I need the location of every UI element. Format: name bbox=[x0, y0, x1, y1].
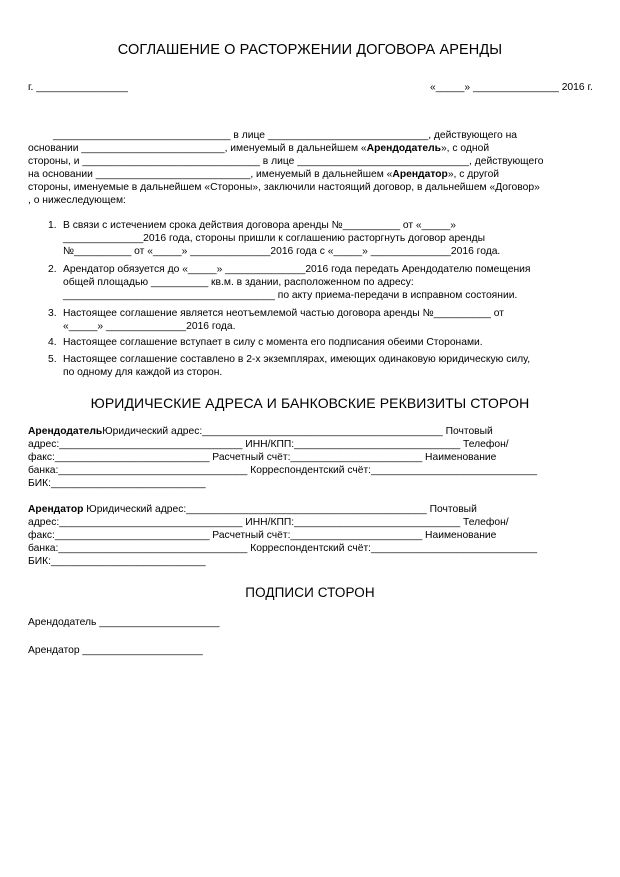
place-field: г. ________________ bbox=[28, 82, 128, 93]
item-line: _____________________________________ по акту приема-передачи в исправном состоянии. bbox=[63, 290, 518, 301]
tenant-line: Арендатор Юридический адрес:__________________________________________ Почтовый bbox=[28, 504, 477, 515]
requisites-title: ЮРИДИЧЕСКИЕ АДРЕСА И БАНКОВСКИЕ РЕКВИЗИТЫ СТОРОН bbox=[90, 395, 530, 411]
tenant-line: факс:___________________________ Расчетный счёт:_______________________ Наименование bbox=[28, 530, 497, 541]
intro-line: , о нижеследующем: bbox=[28, 195, 126, 206]
landlord-line: БИК:___________________________ bbox=[28, 478, 206, 489]
item-line: «_____» ______________2016 года. bbox=[63, 321, 236, 332]
item-line: Арендатор обязуется до «_____» ______________2016 года передать Арендодателю помещения bbox=[63, 264, 531, 275]
landlord-line: банка:_________________________________ Корреспондентский счёт:_____________________________ bbox=[28, 465, 538, 476]
date-field: «_____» _______________ 2016 г. bbox=[430, 82, 593, 93]
tenant-name: Арендатор bbox=[28, 504, 84, 515]
landlord-line: адрес:________________________________ ИНН/КПП:_____________________________ Телефон/ bbox=[28, 439, 509, 450]
item-number: 5. bbox=[48, 354, 57, 365]
intro-line: стороны, именуемые в дальнейшем «Стороны», заключили настоящий договор, в дальнейшем «Договор» bbox=[28, 182, 540, 193]
intro-line: на основании ___________________________, именуемый в дальнейшем «Арендатор», с другой bbox=[28, 169, 500, 180]
tenant-line: БИК:___________________________ bbox=[28, 556, 206, 567]
item-line: ______________2016 года, стороны пришли к соглашению расторгнуть договор аренды bbox=[63, 233, 485, 244]
document-title: СОГЛАШЕНИЕ О РАСТОРЖЕНИИ ДОГОВОРА АРЕНДЫ bbox=[117, 42, 503, 58]
item-line: Настоящее соглашение вступает в силу с момента его подписания обеими Сторонами. bbox=[63, 337, 483, 348]
item-line: Настоящее соглашение составлено в 2-х экземплярах, имеющих одинаковую юридическую силу, bbox=[63, 354, 531, 365]
intro-line: _______________________________ в лице ____________________________, действующего на bbox=[53, 130, 517, 141]
item-number: 2. bbox=[48, 264, 57, 275]
item-number: 4. bbox=[48, 337, 57, 348]
signatures-title: ПОДПИСИ СТОРОН bbox=[245, 585, 375, 600]
tenant-signature: Арендатор _____________________ bbox=[28, 645, 203, 656]
landlord-signature: Арендодатель _____________________ bbox=[28, 617, 220, 628]
item-line: общей площадью __________ кв.м. в здании, расположенном по адресу: bbox=[63, 277, 414, 288]
item-line: В связи с истечением срока действия договора аренды №__________ от «_____» bbox=[63, 220, 457, 231]
item-number: 3. bbox=[48, 308, 57, 319]
item-number: 1. bbox=[48, 220, 57, 231]
tenant-line: адрес:________________________________ ИНН/КПП:_____________________________ Телефон/ bbox=[28, 517, 509, 528]
tenant-line: банка:_________________________________ Корреспондентский счёт:_____________________________ bbox=[28, 543, 538, 554]
intro-line: стороны, и _______________________________ в лице ______________________________, действующего bbox=[28, 156, 544, 167]
landlord-line: АрендодательЮридический адрес:__________________________________________ Почтовый bbox=[28, 426, 493, 437]
item-line: по одному для каждой из сторон. bbox=[63, 367, 223, 378]
intro-line: основании _________________________, именуемый в дальнейшем «Арендодатель», с одной bbox=[28, 143, 490, 154]
landlord-line: факс:___________________________ Расчетный счёт:_______________________ Наименование bbox=[28, 452, 497, 463]
item-line: №__________ от «_____» ______________2016 года с «_____» ______________2016 года. bbox=[63, 246, 501, 257]
item-line: Настоящее соглашение является неотъемлемой частью договора аренды №__________ от bbox=[63, 308, 504, 319]
landlord-name: Арендодатель bbox=[28, 426, 103, 437]
